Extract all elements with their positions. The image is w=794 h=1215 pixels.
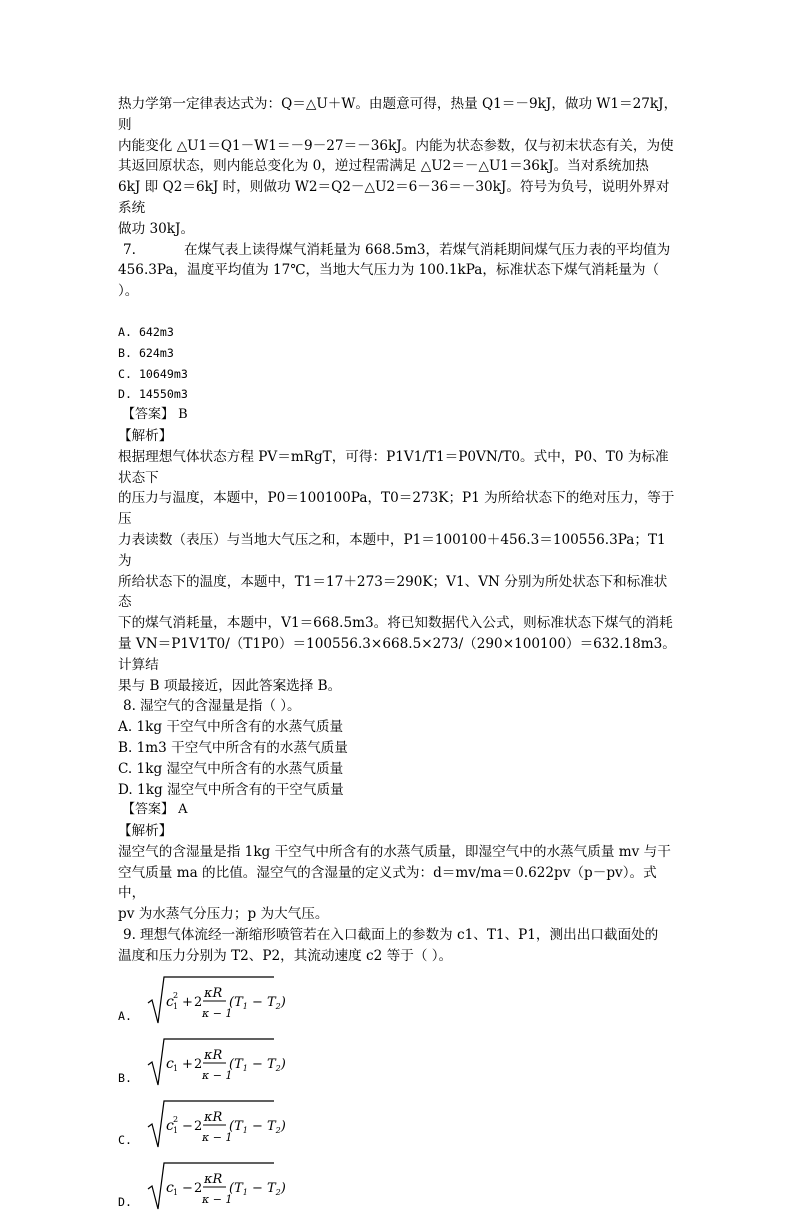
svg-text:κR: κR: [204, 985, 223, 1001]
svg-text:−: −: [182, 1180, 193, 1196]
formula-c: [146, 1097, 286, 1153]
question-7-line: 456.3Pa，温度平均值为 17℃，当地大气压力为 100.1kPa，标准状态下煤气消耗量为（ ）。: [118, 262, 660, 300]
formula-paren: $(T_1 - T_2)$: [229, 994, 286, 1011]
formula-option-c: [118, 1091, 678, 1153]
option-a: A. 1kg 干空气中所含有的水蒸气质量: [118, 719, 344, 736]
svg-text:1: 1: [173, 1125, 179, 1135]
svg-text:κ − 1: κ − 1: [202, 1192, 233, 1206]
question-number: 9.: [123, 927, 136, 944]
svg-text:c: c: [166, 1179, 174, 1196]
intro-paragraph: [118, 94, 678, 240]
svg-text:+: +: [182, 994, 193, 1010]
option-label: A.: [118, 1008, 132, 1023]
svg-text:κ − 1: κ − 1: [202, 1006, 233, 1020]
svg-text:c: c: [166, 1117, 174, 1134]
intro-line: 其返回原状态，则内能总变化为 0，逆过程需满足 △U2＝－△U1＝36kJ。当对系统加热: [118, 158, 649, 175]
formula-paren: $(T_1 - T_2)$: [229, 1180, 286, 1197]
svg-text:2: 2: [194, 994, 203, 1010]
analysis-line: 的压力与温度，本题中，P0＝100100Pa，T0＝273K；P1 为所给状态下的绝对压力，等于压: [118, 490, 675, 528]
option-c: C. 10649m3: [118, 366, 188, 381]
answer: 【答案】 B: [122, 407, 188, 423]
question-8: [118, 696, 678, 925]
option-b: B. 624m3: [118, 345, 174, 360]
analysis-line: 湿空气的含湿量是指 1kg 干空气中所含有的水蒸气质量，即湿空气中的水蒸气质量 mv 与干: [118, 843, 671, 860]
svg-text:2: 2: [194, 1056, 203, 1072]
svg-text:κ − 1: κ − 1: [202, 1130, 233, 1144]
formula-paren: $(T_1 - T_2)$: [229, 1118, 286, 1135]
question-number: 8.: [123, 698, 136, 715]
svg-text:κR: κR: [204, 1171, 223, 1187]
svg-text:c: c: [166, 993, 174, 1010]
formula-d: [146, 1159, 286, 1215]
analysis-line: pv 为水蒸气分压力；p 为大气压。: [118, 906, 329, 923]
svg-text:c: c: [166, 1055, 174, 1072]
analysis-line: 果与 B 项最接近，因此答案选择 B。: [118, 677, 342, 694]
option-label: C.: [118, 1132, 132, 1147]
analysis-line: 空气质量 ma 的比值。湿空气的含湿量的定义式为：d＝mv/ma＝0.622pv（p－pv）。式中，: [118, 864, 657, 902]
analysis-line: 力表读数（表压）与当地大气压之和，本题中，P1＝100100＋456.3＝100556.3Pa；T1 为: [118, 531, 666, 569]
option-a: A. 642m3: [118, 324, 174, 339]
question-7-line: 7. 在煤气表上读得煤气消耗量为 668.5m3，若煤气消耗期间煤气压力表的平均值为: [118, 240, 678, 261]
question-number: 7.: [123, 241, 136, 258]
question-9-line: 9. 理想气体流经一渐缩形喷管若在入口截面上的参数为 c1、T1、P1，测出出口截面处的: [118, 925, 678, 946]
question-9: [118, 925, 678, 1215]
analysis-line: 根据理想气体状态方程 PV＝mRgT，可得：P1V1/T1＝P0VN/T0。式中，P0、T0 为标准状态下: [118, 448, 669, 486]
option-c: C. 1kg 湿空气中所含有的水蒸气质量: [118, 760, 344, 777]
svg-text:2: 2: [194, 1118, 203, 1134]
formula-option-b: [118, 1029, 678, 1091]
formula-b: [146, 1035, 286, 1091]
analysis-line: 所给状态下的温度，本题中，T1＝17＋273＝290K；V1、VN 分别为所处状态下和标准状态: [118, 573, 668, 611]
document-page: [118, 94, 678, 1215]
svg-text:2: 2: [173, 990, 179, 1000]
option-label: B.: [118, 1070, 132, 1085]
svg-text:2: 2: [194, 1180, 203, 1196]
formula-option-a: [118, 967, 678, 1029]
intro-line: 做功 30kJ。: [118, 220, 195, 237]
svg-text:1: 1: [173, 1001, 179, 1011]
option-d: D. 1kg 湿空气中所含有的干空气质量: [118, 781, 344, 798]
svg-text:κ − 1: κ − 1: [202, 1068, 233, 1082]
analysis-label: 【解析】: [118, 823, 173, 840]
svg-text:1: 1: [173, 1187, 179, 1197]
option-b: B. 1m3 干空气中所含有的水蒸气质量: [118, 739, 348, 756]
analysis-line: 量 VN＝P1V1T0/（T1P0）＝100556.3×668.5×273/（290×100100）＝632.18m3。计算结: [118, 635, 676, 673]
formula-paren: $(T_1 - T_2)$: [229, 1056, 286, 1073]
svg-text:1: 1: [173, 1063, 179, 1073]
analysis-line: 下的煤气消耗量，本题中，V1＝668.5m3。将已知数据代入公式，则标准状态下煤气的消耗: [118, 615, 673, 632]
option-label: D.: [118, 1194, 132, 1209]
analysis-label: 【解析】: [118, 427, 173, 444]
question-7: [118, 240, 678, 697]
svg-text:−: −: [182, 1118, 193, 1134]
formula-a: [146, 973, 286, 1029]
svg-text:2: 2: [173, 1114, 179, 1124]
svg-text:+: +: [182, 1056, 193, 1072]
question-8-line: 8. 湿空气的含湿量是指（ ）。: [118, 696, 678, 717]
intro-line: 内能变化 △U1＝Q1－W1＝－9－27＝－36kJ。内能为状态参数，仅与初末状态有关，为使: [118, 137, 674, 154]
answer: 【答案】 A: [122, 802, 188, 818]
formula-option-d: [118, 1153, 678, 1215]
intro-line: 6kJ 即 Q2＝6kJ 时，则做功 W2＝Q2－△U2＝6－36＝－30kJ。符号为负号，说明外界对系统: [118, 179, 670, 216]
intro-line: 热力学第一定律表达式为：Q＝△U＋W。由题意可得，热量 Q1＝－9kJ，做功 W1＝27kJ，则: [118, 96, 678, 133]
question-9-line: 温度和压力分别为 T2、P2，其流动速度 c2 等于（ ）。: [118, 947, 453, 964]
svg-text:κR: κR: [204, 1109, 223, 1125]
option-d: D. 14550m3: [118, 387, 188, 402]
svg-text:κR: κR: [204, 1047, 223, 1063]
